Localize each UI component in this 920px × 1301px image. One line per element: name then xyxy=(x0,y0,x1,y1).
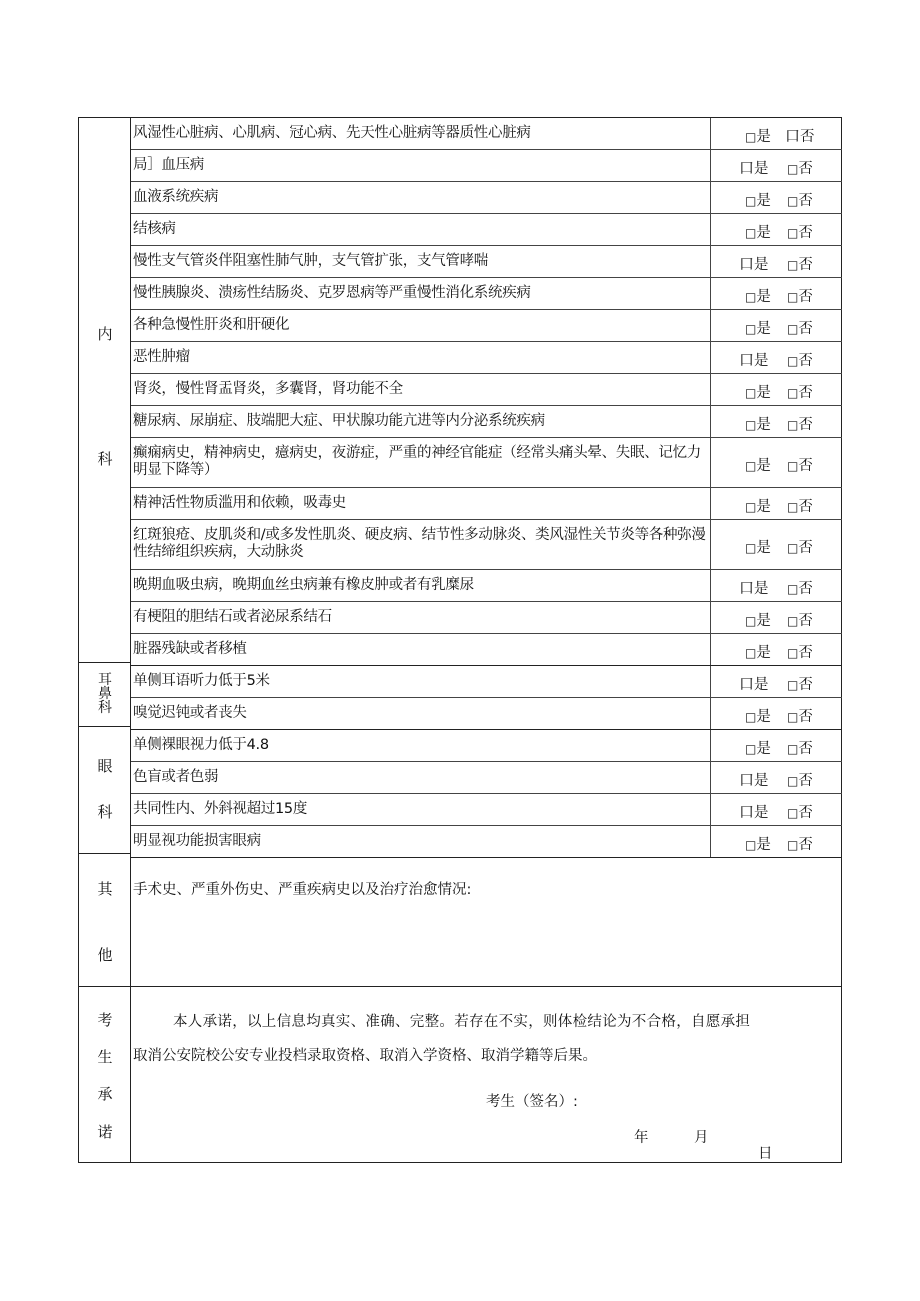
yes-label: 是 xyxy=(756,540,771,556)
no-label: 否 xyxy=(798,741,813,757)
answer-cell xyxy=(710,118,843,149)
section-label-other-2: 他 xyxy=(97,946,113,964)
other-history-prompt: 手术史、严重外伤史、严重疾病史以及治疗治愈情况: xyxy=(133,882,472,898)
yes-label: 是 xyxy=(754,805,769,821)
question-row xyxy=(131,698,842,730)
question-row xyxy=(131,374,842,406)
yes-option[interactable] xyxy=(745,317,771,338)
yes-checkbox[interactable]: □ xyxy=(745,290,757,304)
no-label: 否 xyxy=(798,289,813,305)
question-row xyxy=(131,214,842,246)
question-text: 精神活性物质滥用和依赖，吸毒史 xyxy=(133,494,346,511)
yes-checkbox[interactable]: □ xyxy=(745,130,757,144)
no-checkbox[interactable]: □ xyxy=(787,162,799,176)
question-row xyxy=(131,520,842,570)
answer-cell xyxy=(710,342,843,373)
section-label-ent-1: 耳 xyxy=(98,672,112,688)
yes-checkbox[interactable]: □ xyxy=(745,742,757,756)
no-option[interactable] xyxy=(787,454,813,475)
question-row xyxy=(131,246,842,278)
section-other xyxy=(79,854,131,987)
question-text: 肾炎，慢性肾盂肾炎，多囊肾，肾功能不全 xyxy=(133,380,403,397)
question-row xyxy=(131,666,842,698)
yes-checkbox[interactable]: 口 xyxy=(739,159,755,177)
no-label: 否 xyxy=(798,613,813,629)
question-text: 晚期血吸虫病，晚期血丝虫病兼有橡皮肿或者有乳糜尿 xyxy=(133,576,474,593)
yes-option[interactable] xyxy=(745,737,771,758)
no-checkbox[interactable]: □ xyxy=(787,646,799,660)
no-checkbox[interactable]: □ xyxy=(787,459,799,473)
answer-cell xyxy=(710,278,843,309)
section-label-pledge-4: 诺 xyxy=(97,1123,113,1141)
question-row xyxy=(131,438,842,488)
yes-label: 是 xyxy=(754,677,769,693)
no-option[interactable] xyxy=(787,221,813,242)
answer-cell xyxy=(710,246,843,277)
question-text: 有梗阻的胆结石或者泌尿系结石 xyxy=(133,608,332,625)
question-text: 色盲或者色弱 xyxy=(133,768,219,785)
answer-cell xyxy=(710,730,843,761)
no-option[interactable] xyxy=(787,536,813,557)
no-option[interactable] xyxy=(787,673,813,694)
yes-label: 是 xyxy=(756,129,771,145)
no-label: 否 xyxy=(798,540,813,556)
yes-label: 是 xyxy=(756,289,771,305)
question-row xyxy=(131,488,842,520)
answer-cell xyxy=(710,794,843,825)
yes-option[interactable] xyxy=(745,221,771,242)
yes-checkbox[interactable]: 口 xyxy=(739,351,755,369)
yes-label: 是 xyxy=(756,499,771,515)
question-text: 血液系统疾病 xyxy=(133,188,219,205)
no-label: 否 xyxy=(798,257,813,273)
question-text: 红斑狼疮、皮肌炎和/或多发性肌炎、硬皮病、结节性多动脉炎、类风湿性关节炎等各种弥漫性结缔组织疾病，大动脉炎 xyxy=(133,527,706,560)
yes-label: 是 xyxy=(754,581,769,597)
answer-cell xyxy=(710,570,843,601)
question-row xyxy=(131,278,842,310)
no-checkbox[interactable]: □ xyxy=(787,710,799,724)
question-text: 慢性支气管炎伴阻塞性肺气肿，支气管扩张，支气管哮喘 xyxy=(133,252,488,269)
question-row xyxy=(131,794,842,826)
question-row xyxy=(131,406,842,438)
yes-option[interactable] xyxy=(745,381,771,402)
yes-option[interactable] xyxy=(739,577,769,598)
no-label: 否 xyxy=(798,677,813,693)
no-option[interactable] xyxy=(787,253,813,274)
section-label-pledge-1: 考 xyxy=(97,1011,113,1029)
answer-cell xyxy=(710,762,843,793)
section-internal-medicine xyxy=(79,118,131,663)
section-ophthalmology xyxy=(79,727,131,854)
answer-cell xyxy=(710,406,843,437)
no-option[interactable] xyxy=(787,157,813,178)
yes-checkbox[interactable]: 口 xyxy=(739,579,755,597)
question-text: 糖尿病、尿崩症、肢端肥大症、甲状腺功能亢进等内分泌系统疾病 xyxy=(133,412,545,429)
section-label-internal-2: 科 xyxy=(97,450,113,468)
yes-checkbox[interactable]: □ xyxy=(745,646,757,660)
no-checkbox[interactable]: □ xyxy=(787,258,799,272)
answer-cell xyxy=(710,666,843,697)
section-label-other-1: 其 xyxy=(97,880,113,898)
no-option[interactable] xyxy=(787,381,813,402)
question-text: 癫痫病史，精神病史，癔病史，夜游症，严重的神经官能症（经常头痛头晕、失眠、记忆力明显下降等） xyxy=(133,445,701,478)
answer-cell xyxy=(710,520,843,569)
question-row xyxy=(131,602,842,634)
no-option[interactable] xyxy=(787,737,813,758)
yes-option[interactable] xyxy=(745,125,771,146)
question-text: 嗅觉迟钝或者丧失 xyxy=(133,704,247,721)
answer-cell xyxy=(710,438,843,487)
yes-label: 是 xyxy=(756,458,771,474)
yes-option[interactable] xyxy=(745,536,771,557)
question-text: 各种急慢性肝炎和肝硬化 xyxy=(133,316,290,333)
question-row xyxy=(131,762,842,794)
no-label: 否 xyxy=(798,499,813,515)
signature-label: 考生（签名）: xyxy=(486,1094,578,1110)
no-checkbox[interactable]: □ xyxy=(787,742,799,756)
question-row xyxy=(131,118,842,150)
question-row xyxy=(131,634,842,666)
question-text: 恶性肿瘤 xyxy=(133,348,190,365)
section-label-ent-3: 科 xyxy=(98,700,112,716)
answer-cell xyxy=(710,214,843,245)
section-label-eye-1: 眼 xyxy=(97,757,113,775)
no-checkbox[interactable]: □ xyxy=(787,290,799,304)
yes-checkbox[interactable]: □ xyxy=(745,500,757,514)
answer-cell xyxy=(710,310,843,341)
yes-label: 是 xyxy=(756,709,771,725)
no-option[interactable] xyxy=(787,577,813,598)
yes-checkbox[interactable]: □ xyxy=(745,226,757,240)
yes-checkbox[interactable]: 口 xyxy=(739,255,755,273)
no-checkbox[interactable]: 口 xyxy=(785,127,801,145)
no-checkbox[interactable]: □ xyxy=(787,226,799,240)
no-checkbox[interactable]: □ xyxy=(787,806,799,820)
no-checkbox[interactable]: □ xyxy=(787,678,799,692)
yes-checkbox[interactable]: □ xyxy=(745,322,757,336)
no-checkbox[interactable]: □ xyxy=(787,838,799,852)
health-declaration-table xyxy=(78,117,842,1163)
question-text: 明显视功能损害眼病 xyxy=(133,832,261,849)
question-text: 单侧裸眼视力低于4.8 xyxy=(133,736,269,753)
date-year-label: 年 xyxy=(634,1130,649,1146)
yes-checkbox[interactable]: □ xyxy=(745,614,757,628)
no-label: 否 xyxy=(798,417,813,433)
yes-option[interactable] xyxy=(739,349,769,370)
yes-checkbox[interactable]: □ xyxy=(745,459,757,473)
question-row xyxy=(131,150,842,182)
section-label-pledge-3: 承 xyxy=(97,1085,113,1103)
yes-checkbox[interactable]: 口 xyxy=(739,803,755,821)
yes-checkbox[interactable]: □ xyxy=(745,418,757,432)
no-option[interactable] xyxy=(785,125,815,146)
section-label-eye-2: 科 xyxy=(97,803,113,821)
no-option[interactable] xyxy=(787,641,813,662)
no-label: 否 xyxy=(798,458,813,474)
yes-label: 是 xyxy=(756,417,771,433)
yes-label: 是 xyxy=(756,193,771,209)
yes-checkbox[interactable]: □ xyxy=(745,386,757,400)
yes-option[interactable] xyxy=(739,801,769,822)
no-checkbox[interactable]: □ xyxy=(787,354,799,368)
yes-option[interactable] xyxy=(745,189,771,210)
no-option[interactable] xyxy=(787,769,813,790)
yes-label: 是 xyxy=(756,385,771,401)
no-option[interactable] xyxy=(787,833,813,854)
date-day-label: 日 xyxy=(758,1146,773,1162)
yes-label: 是 xyxy=(756,613,771,629)
no-label: 否 xyxy=(798,161,813,177)
yes-option[interactable] xyxy=(739,157,769,178)
no-option[interactable] xyxy=(787,285,813,306)
no-checkbox[interactable]: □ xyxy=(787,614,799,628)
no-label: 否 xyxy=(798,645,813,661)
pledge-cell xyxy=(131,987,842,1162)
no-checkbox[interactable]: □ xyxy=(787,582,799,596)
question-text: 共同性内、外斜视超过15度 xyxy=(133,800,308,817)
no-checkbox[interactable]: □ xyxy=(787,194,799,208)
yes-checkbox[interactable]: □ xyxy=(745,838,757,852)
no-label: 否 xyxy=(798,385,813,401)
no-checkbox[interactable]: □ xyxy=(787,500,799,514)
pledge-line-2: 取消公安院校公安专业投档录取资格、取消入学资格、取消学籍等后果。 xyxy=(133,1048,597,1064)
answer-cell xyxy=(710,698,843,729)
yes-option[interactable] xyxy=(745,641,771,662)
yes-label: 是 xyxy=(754,257,769,273)
no-checkbox[interactable]: □ xyxy=(787,386,799,400)
yes-checkbox[interactable]: 口 xyxy=(739,675,755,693)
section-pledge xyxy=(79,987,131,1162)
yes-label: 是 xyxy=(756,225,771,241)
yes-label: 是 xyxy=(754,161,769,177)
no-label: 否 xyxy=(798,581,813,597)
no-option[interactable] xyxy=(787,609,813,630)
no-option[interactable] xyxy=(787,317,813,338)
answer-cell xyxy=(710,374,843,405)
yes-checkbox[interactable]: □ xyxy=(745,710,757,724)
no-label: 否 xyxy=(798,321,813,337)
question-text: 结核病 xyxy=(133,220,176,237)
yes-option[interactable] xyxy=(745,495,771,516)
no-label: 否 xyxy=(798,773,813,789)
yes-label: 是 xyxy=(754,773,769,789)
other-history-cell xyxy=(131,854,842,987)
yes-checkbox[interactable]: □ xyxy=(745,541,757,555)
yes-option[interactable] xyxy=(745,285,771,306)
no-checkbox[interactable]: □ xyxy=(787,541,799,555)
question-text: 风湿性心脏病、心肌病、冠心病、先天性心脏病等器质性心脏病 xyxy=(133,124,531,141)
answer-cell xyxy=(710,150,843,181)
yes-checkbox[interactable]: 口 xyxy=(739,771,755,789)
yes-option[interactable] xyxy=(745,705,771,726)
question-text: 慢性胰腺炎、溃疡性结肠炎、克罗恩病等严重慢性消化系统疾病 xyxy=(133,284,531,301)
yes-option[interactable] xyxy=(739,769,769,790)
yes-option[interactable] xyxy=(745,454,771,475)
answer-cell xyxy=(710,488,843,519)
yes-label: 是 xyxy=(756,741,771,757)
question-text: 脏器残缺或者移植 xyxy=(133,640,247,657)
question-row xyxy=(131,182,842,214)
yes-option[interactable] xyxy=(745,413,771,434)
no-option[interactable] xyxy=(787,349,813,370)
answer-cell xyxy=(710,602,843,633)
yes-label: 是 xyxy=(756,645,771,661)
no-label: 否 xyxy=(800,129,815,145)
question-row xyxy=(131,310,842,342)
yes-option[interactable] xyxy=(745,833,771,854)
date-month-label: 月 xyxy=(694,1130,709,1146)
no-option[interactable] xyxy=(787,705,813,726)
no-label: 否 xyxy=(798,805,813,821)
no-label: 否 xyxy=(798,225,813,241)
no-label: 否 xyxy=(798,193,813,209)
question-row xyxy=(131,342,842,374)
yes-option[interactable] xyxy=(745,609,771,630)
section-label-internal-1: 内 xyxy=(97,325,113,343)
no-checkbox[interactable]: □ xyxy=(787,418,799,432)
question-row xyxy=(131,570,842,602)
no-label: 否 xyxy=(798,837,813,853)
no-checkbox[interactable]: □ xyxy=(787,774,799,788)
answer-cell xyxy=(710,182,843,213)
answer-cell xyxy=(710,634,843,665)
question-row xyxy=(131,730,842,762)
yes-label: 是 xyxy=(754,353,769,369)
no-label: 否 xyxy=(798,709,813,725)
yes-checkbox[interactable]: □ xyxy=(745,194,757,208)
section-ent xyxy=(79,663,131,727)
no-label: 否 xyxy=(798,353,813,369)
no-option[interactable] xyxy=(787,801,813,822)
no-option[interactable] xyxy=(787,189,813,210)
question-text: 局］血压病 xyxy=(133,156,204,173)
question-text: 单侧耳语听力低于5米 xyxy=(133,672,270,689)
no-option[interactable] xyxy=(787,413,813,434)
section-label-ent-2: 鼻 xyxy=(98,686,112,702)
answer-cell xyxy=(710,826,843,857)
section-label-pledge-2: 生 xyxy=(97,1048,113,1066)
yes-option[interactable] xyxy=(739,253,769,274)
no-option[interactable] xyxy=(787,495,813,516)
pledge-line-1: 本人承诺，以上信息均真实、准确、完整。若存在不实，则体检结论为不合格，自愿承担 xyxy=(173,1014,751,1030)
no-checkbox[interactable]: □ xyxy=(787,322,799,336)
yes-label: 是 xyxy=(756,837,771,853)
yes-option[interactable] xyxy=(739,673,769,694)
yes-label: 是 xyxy=(756,321,771,337)
